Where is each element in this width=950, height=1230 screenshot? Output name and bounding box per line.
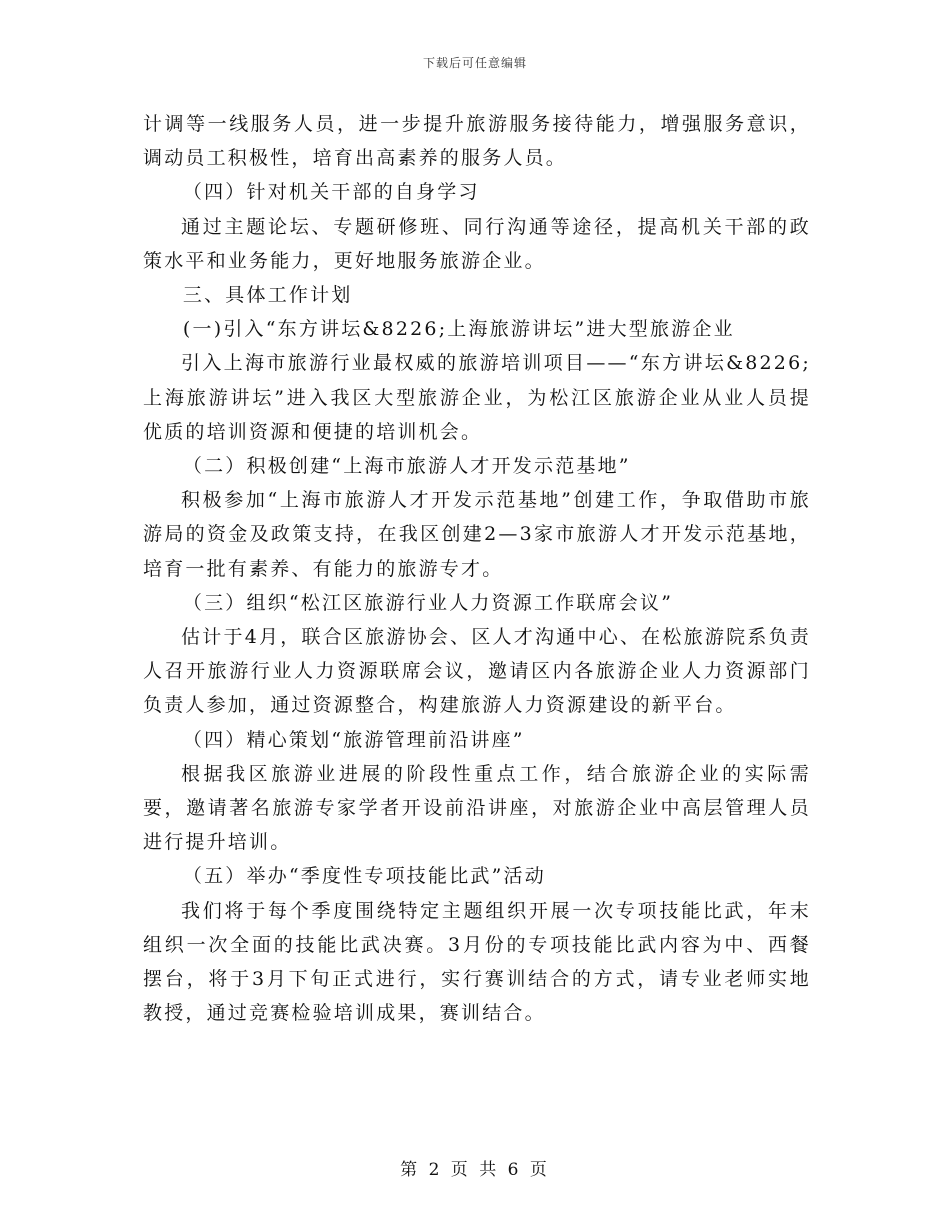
section-heading: （二）积极创建“上海市旅游人才开发示范基地” [182,455,631,478]
paragraph: 通过主题论坛、专题研修班、同行沟通等途径，提高机关干部的政策水平和业务能力，更好地服务旅游企业。 [143,215,811,272]
paragraph: 估计于4月，联合区旅游协会、区人才沟通中心、在松旅游院系负责人召开旅游行业人力资源联席会议，邀请区内各旅游企业人力资源部门负责人参加，通过资源整合，构建旅游人力资源建设的新平台。 [143,626,811,717]
paragraph: 我们将于每个季度围绕特定主题组织开展一次专项技能比武，年末组织一次全面的技能比武决赛。3月份的专项技能比武内容为中、西餐摆台，将于3月下旬正式进行，实行赛训结合的方式，请专业老师实地教授，通过竞赛检验培训成果，赛训结合。 [143,899,811,1025]
page-number: 第 2 页 共 6 页 [400,1160,550,1180]
section-heading: （三）组织“松江区旅游行业人力资源工作联席会议” [182,591,674,614]
page-header: 下载后可任意编辑 [422,56,527,70]
section-heading: （四）针对机关干部的自身学习 [182,181,480,204]
paragraph: 计调等一线服务人员，进一步提升旅游服务接待能力，增强服务意识，调动员工积极性，培育出高素养的服务人员。 [143,113,811,170]
paragraph: 引入上海市旅游行业最权威的旅游培训项目——“东方讲坛&8226;上海旅游讲坛”进入我区大型旅游企业，为松江区旅游企业从业人员提优质的培训资源和便捷的培训机会。 [143,352,811,443]
paragraph: 积极参加“上海市旅游人才开发示范基地”创建工作，争取借助市旅游局的资金及政策支持，在我区创建2—3家市旅游人才开发示范基地，培育一批有素养、有能力的旅游专才。 [143,489,811,580]
section-heading: （五）举办“季度性专项技能比武”活动 [182,865,546,888]
section-heading: （四）精心策划“旅游管理前沿讲座” [182,728,525,751]
document-body [143,107,811,1030]
section-heading: 三、具体工作计划 [182,284,353,307]
section-heading: (一)引入“东方讲坛&8226;上海旅游讲坛”进大型旅游企业 [182,318,735,341]
paragraph: 根据我区旅游业进展的阶段性重点工作，结合旅游企业的实际需要，邀请著名旅游专家学者开设前沿讲座，对旅游企业中高层管理人员进行提升培训。 [143,762,811,854]
